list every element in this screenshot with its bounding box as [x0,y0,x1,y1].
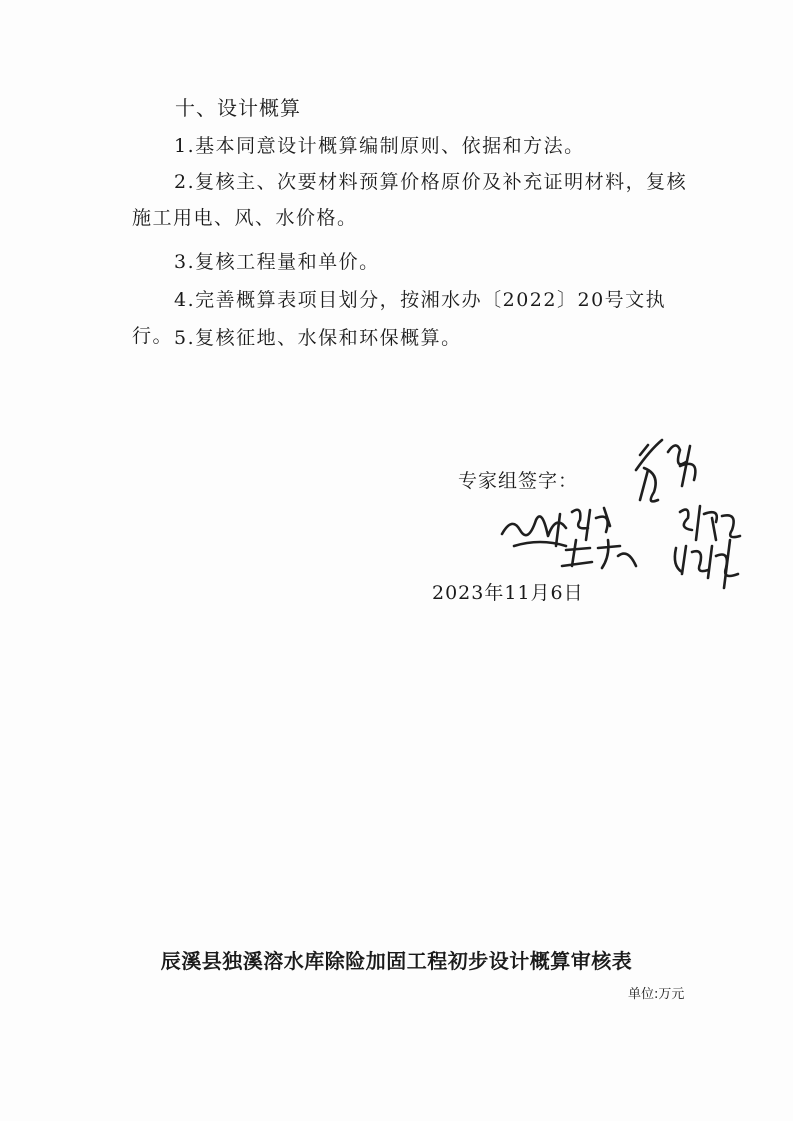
review-item-3: 3.复核工程量和单价。 [174,251,380,273]
signature-3 [502,508,610,546]
signature-5 [675,540,738,588]
signature-label: 专家组签字： [458,470,579,492]
table-title: 辰溪县独溪溶水库除险加固工程初步设计概算审核表 [160,949,633,973]
section-heading: 十、设计概算 [175,96,301,120]
review-item-2: 2.复核主、次要材料预算价格原价及补充证明材料，复核施工用电、风、水价格。 [132,171,688,229]
unit-label: 单位:万元 [628,987,685,1002]
signature-1 [636,440,695,501]
signature-date: 2023年11月6日 [432,582,584,604]
review-item-4: 4.完善概算表项目划分，按湘水办〔2022〕20号文执行。 [132,289,667,347]
review-item-1: 1.基本同意设计概算编制原则、依据和方法。 [174,135,585,157]
review-item-5: 5.复核征地、水保和环保概算。 [174,327,462,349]
signature-2 [680,506,740,540]
signature-4 [562,540,636,568]
